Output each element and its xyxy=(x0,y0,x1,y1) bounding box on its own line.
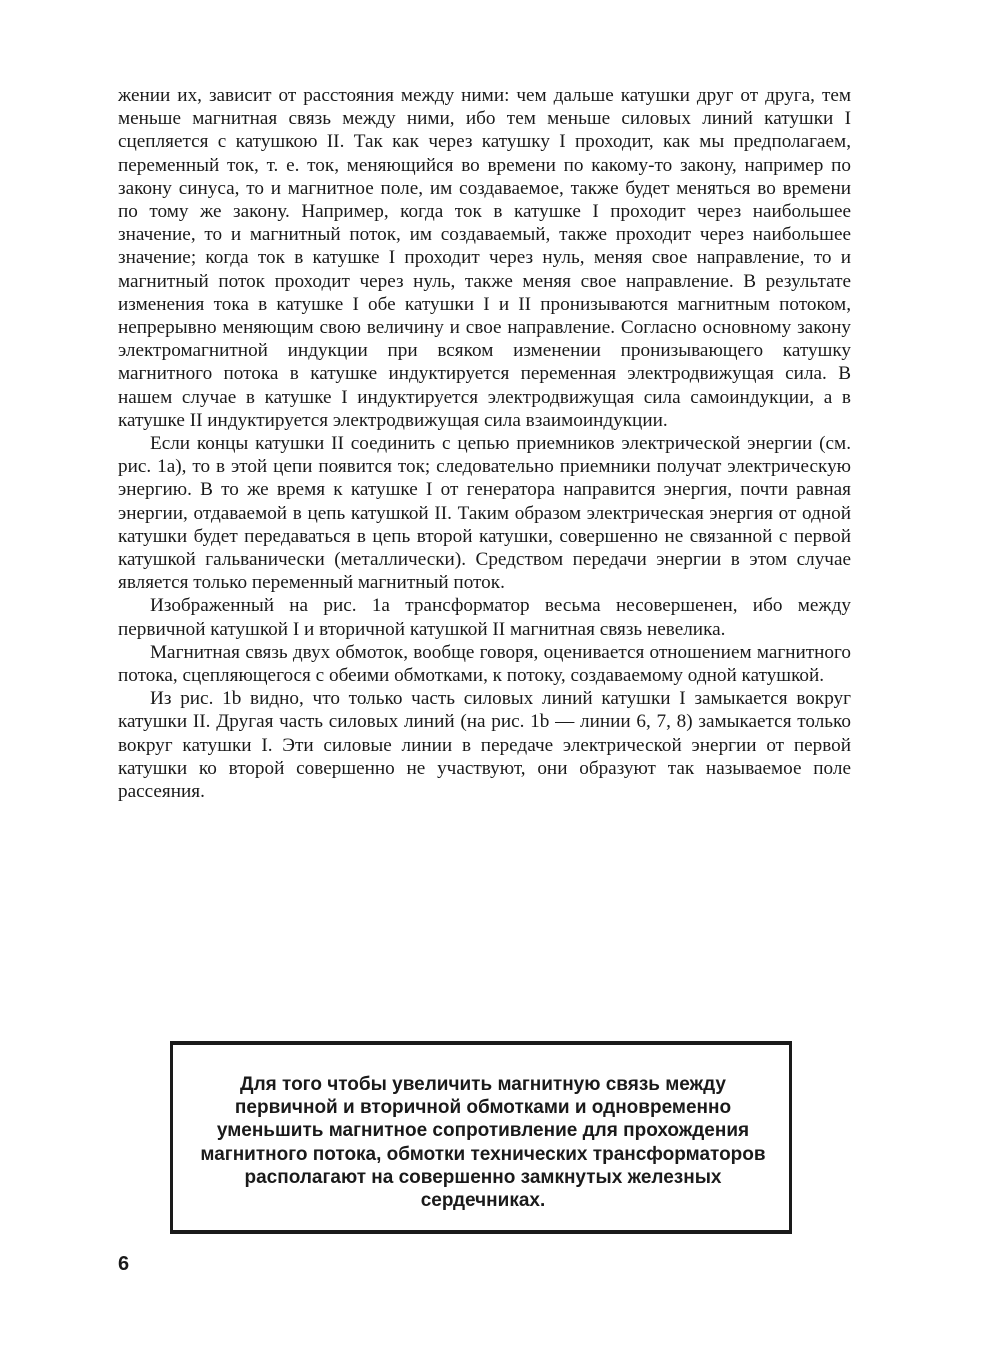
paragraph-5: Из рис. 1b видно, что только часть силовых линий катушки I замыкается вокруг катушки II. Другая часть силовых линий (на рис. 1b — линии 6, 7, 8) замыкается только вокруг катушки I. Эти силовые линии в передаче электрической энергии от первой катушки ко второй совершенно не участвуют, они образуют так называемое поле рассеяния. xyxy=(118,688,851,803)
paragraph-2: Если концы катушки II соединить с цепью приемников электрической энергии (см. рис. 1а), то в этой цепи появится ток; следовательно приемники получат электрическую энергию. В то же время к катушке I от генератора направится энергия, почти равная энергии, отдаваемой в цепь катушкой II. Таким образом электрическая энергия от одной катушки будет передаваться в цепь второй катушки, совершенно не связанной с первой катушкой гальванически (металлически). Средством передачи энергии в этом случае является только переменный магнитный поток. xyxy=(118,433,851,594)
callout-box xyxy=(170,1041,792,1234)
paragraph-1: жении их, зависит от расстояния между ними: чем дальше катушки друг от друга, тем меньше магнитная связь между ними, ибо тем меньше силовых линий катушки I сцепляется с катушкою II. Так как через катушку I проходит, как мы предполагаем, переменный ток, т. е. ток, меняющийся во времени по какому-то закону, например по закону синуса, то и магнитное поле, им создаваемое, также будет меняться во времени по тому же закону. Например, когда ток в катушке I проходит через наибольшее значение, то и магнитный поток, им создаваемый, также проходит через наибольшее значение; когда ток в катушке I проходит через нуль, меняя свое направление, то и магнитный поток проходит через нуль, также меняя свое направление. В результате изменения тока в катушке I обе катушки I и II пронизываются магнитным потоком, непрерывно меняющим свою величину и свое направление. Согласно основному закону электромагнитной индукции при всяком изменении пронизывающего катушку магнитного потока в катушке индуктируется переменная электродвижущая сила. В нашем случае в катушке I индуктируется электродвижущая сила самоиндукции, а в катушке II индуктируется электродвижущая сила взаимоиндукции. xyxy=(118,85,851,431)
paragraph-3: Изображенный на рис. 1а трансформатор весьма несовершенен, ибо между первичной катушкой I и вторичной катушкой II магнитная связь невелика. xyxy=(118,595,851,640)
callout-text: Для того чтобы увеличить магнитную связь между первичной и вторичной обмотками и одновременно уменьшить магнитное сопротивление для прохождения магнитного потока, обмотки технических трансформаторов располагают на совершенно замкнутых железных сердечниках. xyxy=(200,1074,766,1212)
page-number: 6 xyxy=(118,1253,130,1275)
paragraph-4: Магнитная связь двух обмоток, вообще говоря, оценивается отношением магнитного потока, сцепляющегося с обеими обмотками, к потоку, создаваемому одной катушкой. xyxy=(118,641,851,687)
main-text xyxy=(118,84,851,803)
